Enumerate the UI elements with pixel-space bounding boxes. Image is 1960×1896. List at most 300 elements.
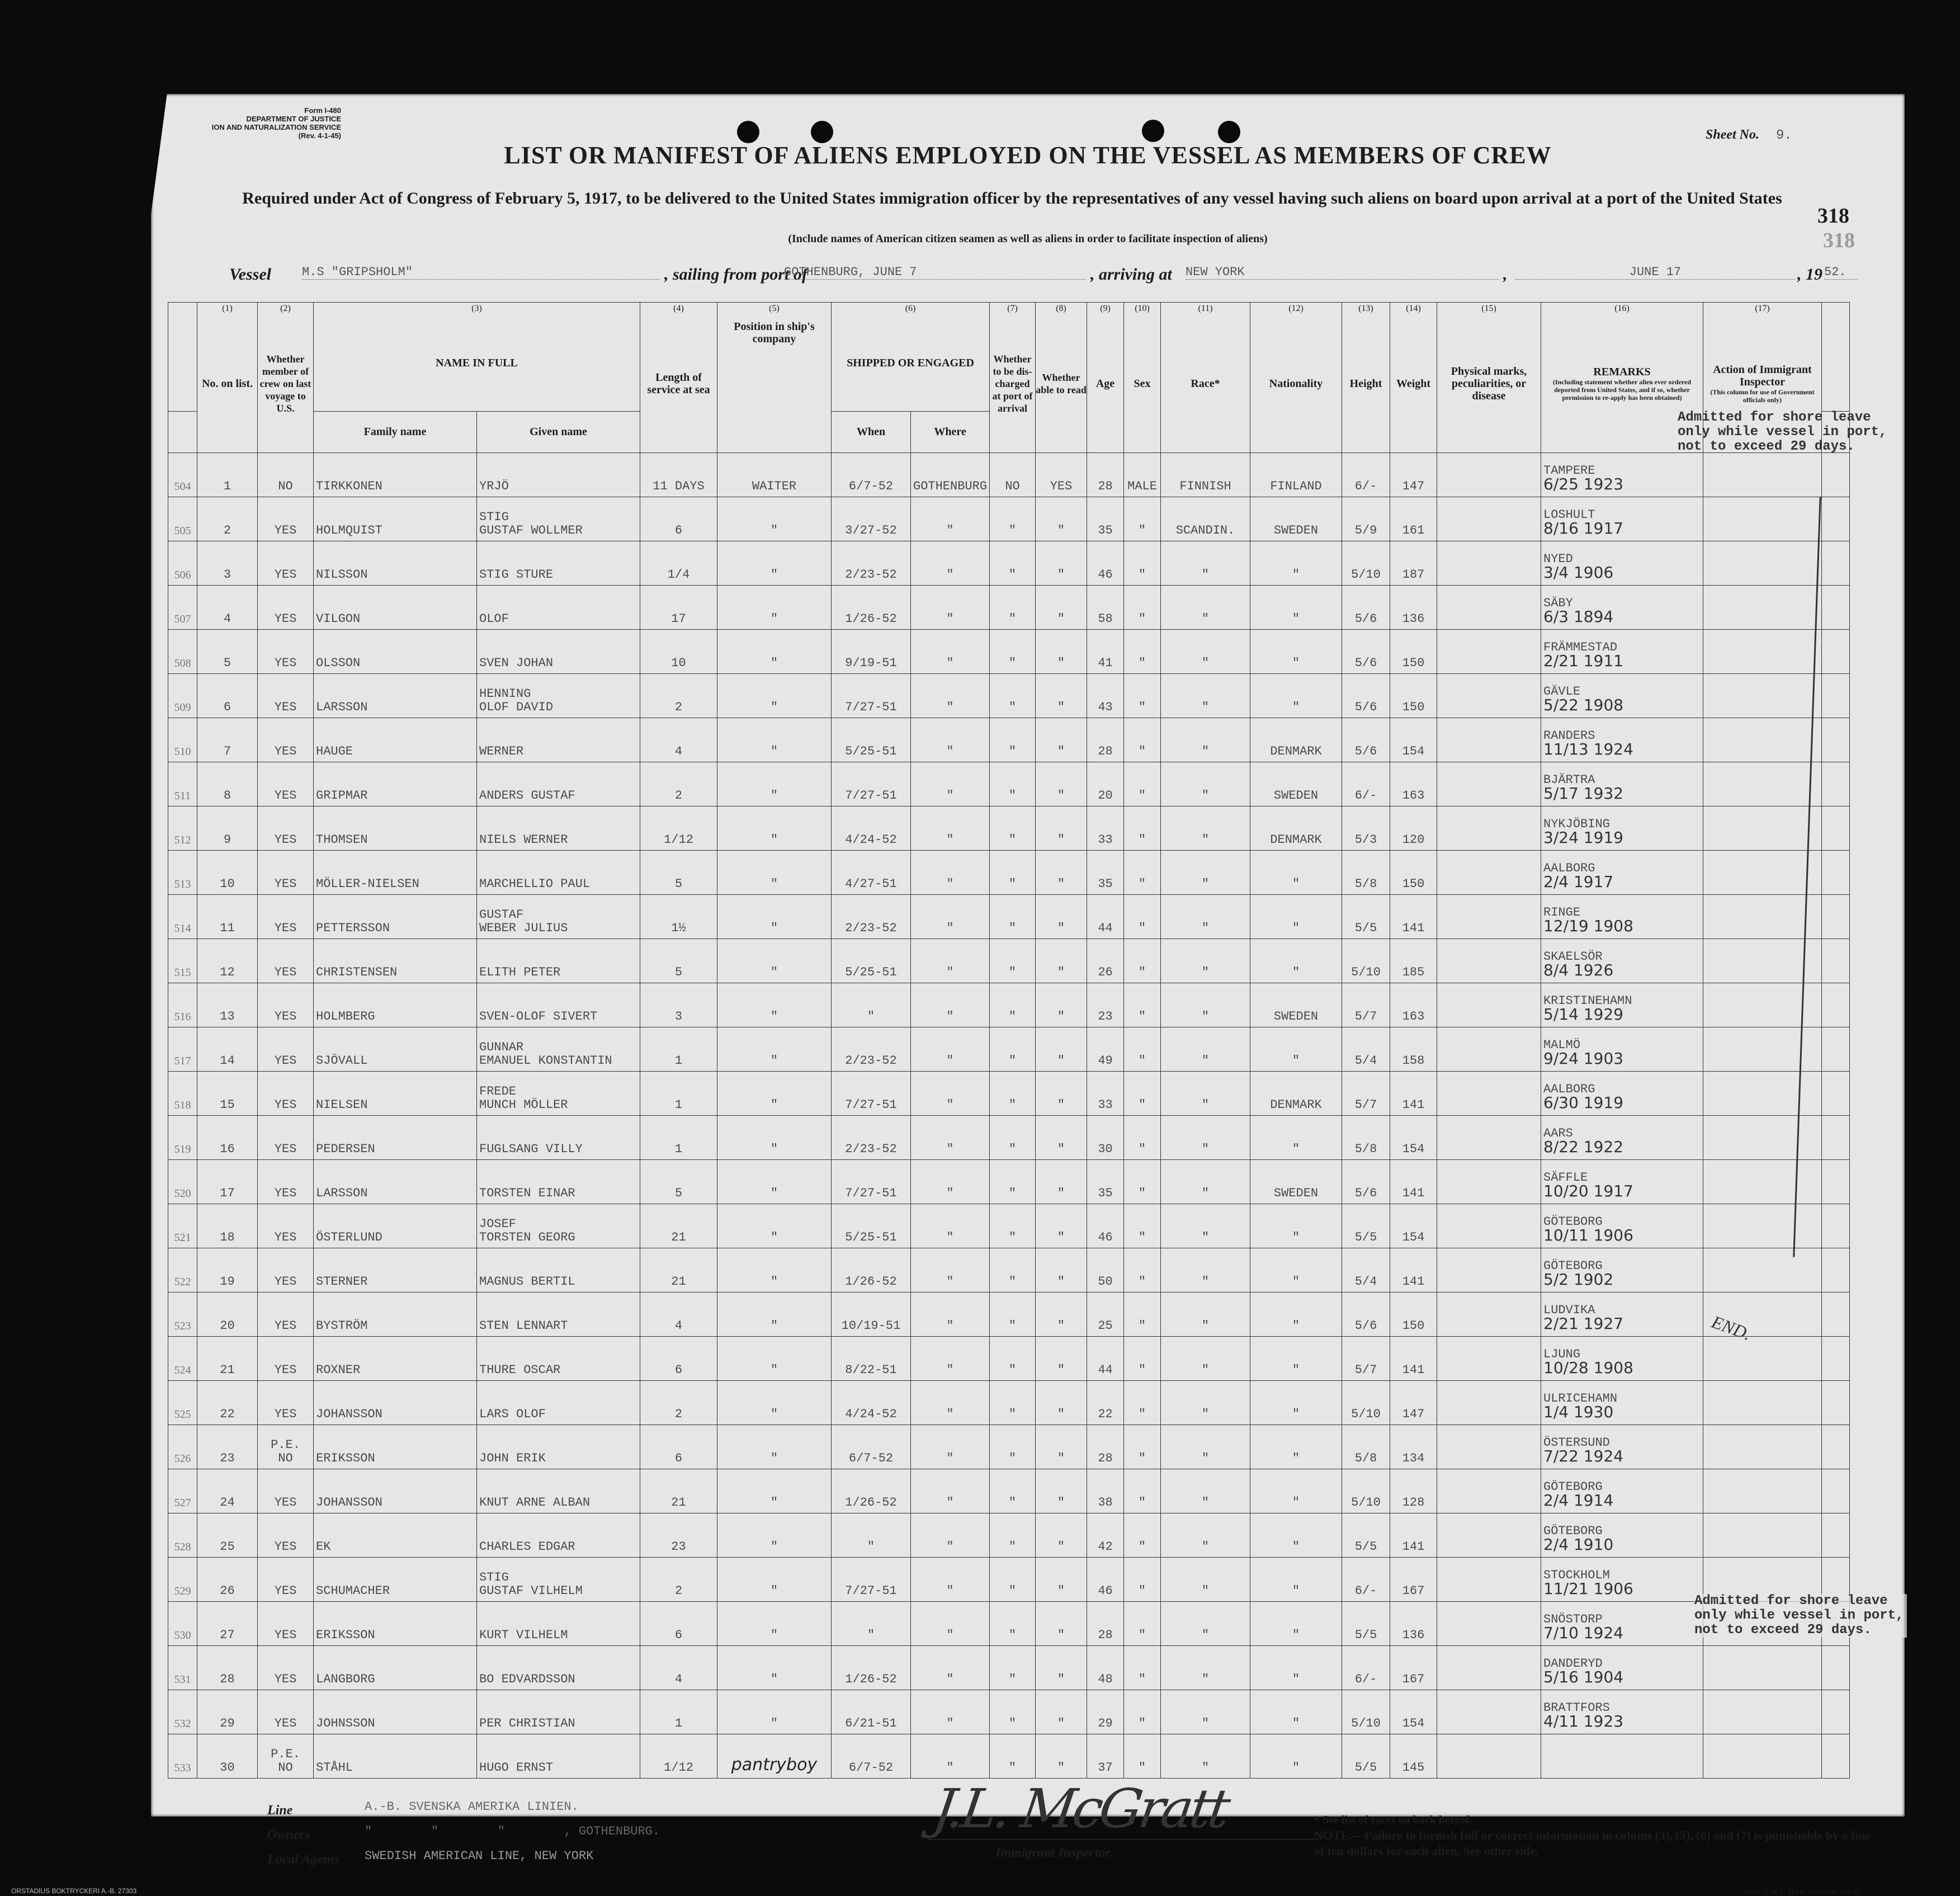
length-of-service: 1/4 <box>640 541 717 585</box>
remarks <box>1541 762 1703 806</box>
age: 25 <box>1087 1292 1124 1336</box>
nationality: " <box>1250 1425 1342 1469</box>
given-name-line: PER CHRISTIAN <box>479 1716 575 1730</box>
age: 50 <box>1087 1248 1124 1292</box>
prev-voyage-value: YES <box>274 1230 297 1244</box>
shipped-where: " <box>911 1204 990 1248</box>
birthdate: 3/24 1919 <box>1543 828 1624 847</box>
form-identifier: Form I-480 DEPARTMENT OF JUSTICE ION AND NATURALIZATION SERVICE (Rev. 4-1-45) <box>211 106 341 140</box>
discharge: " <box>990 718 1036 762</box>
line-label: Line <box>267 1803 293 1818</box>
row-margin: 531 <box>168 1645 197 1690</box>
position: " <box>717 1557 832 1601</box>
length-of-service: 1/12 <box>640 1734 717 1778</box>
position: " <box>717 673 832 718</box>
given-name <box>477 1248 640 1292</box>
position: " <box>717 983 832 1027</box>
row-number: 11 <box>197 894 258 938</box>
family-name: PETTERSSON <box>314 894 477 938</box>
age: 33 <box>1087 1071 1124 1115</box>
col-num: (11) <box>1161 303 1250 315</box>
length-of-service: 4 <box>640 1645 717 1690</box>
remarks <box>1541 1601 1703 1645</box>
given-name <box>477 1513 640 1557</box>
sex: MALE <box>1124 452 1161 497</box>
nationality: " <box>1250 894 1342 938</box>
able-to-read: " <box>1036 894 1087 938</box>
row-margin: 512 <box>168 806 197 850</box>
height: 5/10 <box>1342 1469 1390 1513</box>
shipped-when: 2/23-52 <box>832 1027 911 1071</box>
race: " <box>1161 983 1250 1027</box>
able-to-read: " <box>1036 1159 1087 1204</box>
page-stamp-faint: 318 <box>1823 229 1855 252</box>
height: 5/6 <box>1342 585 1390 629</box>
discharge: " <box>990 1159 1036 1204</box>
prev-voyage-value: YES <box>274 1539 297 1554</box>
length-of-service: 6 <box>640 1425 717 1469</box>
weight: 161 <box>1390 497 1437 541</box>
able-to-read: " <box>1036 806 1087 850</box>
given-name-line: OLOF DAVID <box>479 700 554 714</box>
race: " <box>1161 1292 1250 1336</box>
given-name-line: KURT VILHELM <box>479 1628 568 1642</box>
sheet-number: Sheet No. 9. <box>1706 128 1792 143</box>
given-name <box>477 938 640 983</box>
subtitle-note: (Include names of American citizen seamen as well as aliens in order to facilitate inspection of aliens) <box>788 233 1268 245</box>
birthdate: 2/4 1917 <box>1543 872 1614 891</box>
age: 28 <box>1087 1601 1124 1645</box>
discharge: " <box>990 1292 1036 1336</box>
birthdate: 3/4 1906 <box>1543 563 1614 582</box>
nationality: " <box>1250 1380 1342 1425</box>
inspector-action <box>1703 850 1822 894</box>
punch-hole <box>737 121 759 143</box>
year-value: 52. <box>1824 265 1858 280</box>
family-name: ÖSTERLUND <box>314 1204 477 1248</box>
birthdate: 5/2 1902 <box>1543 1270 1614 1289</box>
last-voyage <box>258 1469 314 1513</box>
weight: 150 <box>1390 850 1437 894</box>
length-of-service: 1 <box>640 1071 717 1115</box>
weight: 167 <box>1390 1645 1437 1690</box>
age: 44 <box>1087 1336 1124 1380</box>
sex: " <box>1124 541 1161 585</box>
sex: " <box>1124 1469 1161 1513</box>
given-name <box>477 1557 640 1601</box>
sex: " <box>1124 1601 1161 1645</box>
given-name <box>477 1027 640 1071</box>
weight: 163 <box>1390 762 1437 806</box>
shipped-when: 1/26-52 <box>832 1248 911 1292</box>
nationality: " <box>1250 1027 1342 1071</box>
table-row <box>168 1204 1850 1248</box>
birthdate: 1/4 1930 <box>1543 1402 1614 1421</box>
family-name: ERIKSSON <box>314 1425 477 1469</box>
last-voyage <box>258 1071 314 1115</box>
remarks <box>1541 541 1703 585</box>
given-name-line: THURE OSCAR <box>479 1362 561 1377</box>
given-name-line: MUNCH MÖLLER <box>479 1097 568 1112</box>
col-num: (17) <box>1703 303 1822 315</box>
remarks <box>1541 629 1703 673</box>
family-name: LARSSON <box>314 1159 477 1204</box>
given-name <box>477 629 640 673</box>
height: 5/6 <box>1342 629 1390 673</box>
given-name-line: TORSTEN EINAR <box>479 1186 575 1200</box>
given-name <box>477 541 640 585</box>
birthplace: AARS <box>1543 1126 1573 1140</box>
birthdate: 2/4 1914 <box>1543 1491 1614 1510</box>
weight: 167 <box>1390 1557 1437 1601</box>
row-number: 18 <box>197 1204 258 1248</box>
position: " <box>717 1513 832 1557</box>
shipped-when: 7/27-51 <box>832 1159 911 1204</box>
inspector-action <box>1703 629 1822 673</box>
birthdate: 10/28 1908 <box>1543 1358 1633 1377</box>
row-edge <box>1822 938 1850 983</box>
birthplace: LOSHULT <box>1543 507 1595 522</box>
remarks <box>1541 938 1703 983</box>
nationality: DENMARK <box>1250 1071 1342 1115</box>
weight: 141 <box>1390 894 1437 938</box>
row-edge <box>1822 850 1850 894</box>
header-height: Height <box>1342 315 1390 452</box>
able-to-read: " <box>1036 1690 1087 1734</box>
given-name <box>477 1690 640 1734</box>
row-margin: 526 <box>168 1425 197 1469</box>
physical-marks <box>1437 1734 1541 1778</box>
shipped-where: " <box>911 1248 990 1292</box>
table-row <box>168 938 1850 983</box>
given-name-line: STIG STURE <box>479 567 554 582</box>
height: 5/10 <box>1342 1380 1390 1425</box>
birthdate: 8/22 1922 <box>1543 1137 1624 1156</box>
col-num: (12) <box>1250 303 1342 315</box>
col-num: (1) <box>197 303 258 315</box>
given-name-line: GUNNAR <box>479 1040 524 1054</box>
height: 5/5 <box>1342 1734 1390 1778</box>
family-name: MÖLLER-NIELSEN <box>314 850 477 894</box>
physical-marks <box>1437 894 1541 938</box>
length-of-service: 1½ <box>640 894 717 938</box>
discharge: " <box>990 1469 1036 1513</box>
shipped-where: " <box>911 673 990 718</box>
nationality: SWEDEN <box>1250 762 1342 806</box>
inspector-action <box>1703 1690 1822 1734</box>
inspector-action <box>1703 806 1822 850</box>
inspector-action <box>1703 1380 1822 1425</box>
shipped-when: 2/23-52 <box>832 894 911 938</box>
physical-marks <box>1437 1469 1541 1513</box>
row-number: 2 <box>197 497 258 541</box>
row-number: 4 <box>197 585 258 629</box>
table-row <box>168 983 1850 1027</box>
height: 6/- <box>1342 762 1390 806</box>
last-voyage <box>258 585 314 629</box>
weight: 154 <box>1390 1690 1437 1734</box>
row-margin: 515 <box>168 938 197 983</box>
position: " <box>717 850 832 894</box>
race: " <box>1161 1425 1250 1469</box>
weight: 120 <box>1390 806 1437 850</box>
shipped-where: " <box>911 1071 990 1115</box>
table-row <box>168 1071 1850 1115</box>
table-row <box>168 718 1850 762</box>
age: 37 <box>1087 1734 1124 1778</box>
row-number: 25 <box>197 1513 258 1557</box>
age: 26 <box>1087 938 1124 983</box>
nationality: " <box>1250 938 1342 983</box>
sex: " <box>1124 1027 1161 1071</box>
row-edge <box>1822 629 1850 673</box>
owners-label: Owners <box>267 1828 310 1842</box>
sex: " <box>1124 983 1161 1027</box>
remarks <box>1541 983 1703 1027</box>
given-name <box>477 718 640 762</box>
agents-label: Local Agents <box>267 1852 340 1867</box>
shipped-where: " <box>911 1159 990 1204</box>
race: " <box>1161 850 1250 894</box>
shipped-when: 6/7-52 <box>832 1734 911 1778</box>
physical-marks <box>1437 1027 1541 1071</box>
row-edge <box>1822 1292 1850 1336</box>
birthdate: 2/4 1910 <box>1543 1535 1614 1554</box>
height: 5/10 <box>1342 938 1390 983</box>
position: " <box>717 1027 832 1071</box>
row-number: 13 <box>197 983 258 1027</box>
age: 35 <box>1087 1159 1124 1204</box>
remarks <box>1541 806 1703 850</box>
discharge: " <box>990 983 1036 1027</box>
physical-marks <box>1437 673 1541 718</box>
height: 5/3 <box>1342 806 1390 850</box>
length-of-service: 21 <box>640 1469 717 1513</box>
able-to-read: " <box>1036 983 1087 1027</box>
discharge: " <box>990 541 1036 585</box>
shipped-where: " <box>911 585 990 629</box>
given-name <box>477 1380 640 1425</box>
table-row <box>168 1513 1850 1557</box>
given-name-line: STEN LENNART <box>479 1318 568 1333</box>
last-voyage <box>258 1336 314 1380</box>
last-voyage <box>258 850 314 894</box>
row-number: 16 <box>197 1115 258 1159</box>
family-name: CHRISTENSEN <box>314 938 477 983</box>
last-voyage <box>258 806 314 850</box>
row-margin: 510 <box>168 718 197 762</box>
row-number: 17 <box>197 1159 258 1204</box>
prev-voyage-value: YES <box>274 655 297 670</box>
remarks <box>1541 1159 1703 1204</box>
row-edge <box>1822 1690 1850 1734</box>
family-name: LARSSON <box>314 673 477 718</box>
given-name-line: STIG <box>479 1570 509 1584</box>
prev-voyage-value: YES <box>274 1097 297 1112</box>
birthplace: GÖTEBORG <box>1543 1524 1603 1538</box>
discharge: " <box>990 762 1036 806</box>
shipped-where: " <box>911 1336 990 1380</box>
able-to-read: " <box>1036 1425 1087 1469</box>
race: " <box>1161 585 1250 629</box>
age: 46 <box>1087 541 1124 585</box>
discharge: " <box>990 1071 1036 1115</box>
shipped-when: 5/25-51 <box>832 718 911 762</box>
shipped-where: " <box>911 1027 990 1071</box>
row-margin: 516 <box>168 983 197 1027</box>
discharge: " <box>990 1027 1036 1071</box>
age: 30 <box>1087 1115 1124 1159</box>
shipped-when: " <box>832 983 911 1027</box>
able-to-read: " <box>1036 629 1087 673</box>
age: 22 <box>1087 1380 1124 1425</box>
header-name-in-full: NAME IN FULL <box>314 315 640 411</box>
remarks <box>1541 585 1703 629</box>
prev-voyage-value: YES <box>274 1142 297 1156</box>
family-name: JOHANSSON <box>314 1380 477 1425</box>
remarks <box>1541 1469 1703 1513</box>
sex: " <box>1124 762 1161 806</box>
inspector-action <box>1703 1469 1822 1513</box>
row-margin: 507 <box>168 585 197 629</box>
shipped-where: " <box>911 983 990 1027</box>
row-edge <box>1822 1645 1850 1690</box>
birthplace: SKAELSÖR <box>1543 949 1603 964</box>
remarks <box>1541 1557 1703 1601</box>
row-margin: 532 <box>168 1690 197 1734</box>
table-row <box>168 585 1850 629</box>
age: 48 <box>1087 1645 1124 1690</box>
age: 46 <box>1087 1557 1124 1601</box>
row-number: 26 <box>197 1557 258 1601</box>
shipped-where: " <box>911 1425 990 1469</box>
header-when: When <box>832 411 911 452</box>
height: 5/5 <box>1342 894 1390 938</box>
position: " <box>717 1601 832 1645</box>
prev-voyage-value: YES <box>274 832 297 847</box>
prev-voyage-value: YES <box>274 1009 297 1024</box>
able-to-read: " <box>1036 1645 1087 1690</box>
vessel-label: Vessel <box>229 265 271 284</box>
family-name: THOMSEN <box>314 806 477 850</box>
birthplace: LJUNG <box>1543 1347 1581 1361</box>
shipped-when: 1/26-52 <box>832 1469 911 1513</box>
row-margin: 521 <box>168 1204 197 1248</box>
height: 5/7 <box>1342 1071 1390 1115</box>
length-of-service: 2 <box>640 673 717 718</box>
weight: 147 <box>1390 452 1437 497</box>
given-name <box>477 452 640 497</box>
last-voyage <box>258 1734 314 1778</box>
able-to-read: " <box>1036 1204 1087 1248</box>
able-to-read: " <box>1036 1248 1087 1292</box>
length-of-service: 1 <box>640 1690 717 1734</box>
sex: " <box>1124 1557 1161 1601</box>
header-able-to-read: Whether able to read <box>1036 315 1087 452</box>
given-name-line: NIELS WERNER <box>479 832 568 847</box>
prev-voyage-value: YES <box>274 1672 297 1686</box>
given-name <box>477 1601 640 1645</box>
given-name-line: GUSTAF <box>479 907 524 922</box>
discharge: " <box>990 1115 1036 1159</box>
remarks <box>1541 673 1703 718</box>
col-num: (16) <box>1541 303 1703 315</box>
shipped-where: " <box>911 894 990 938</box>
height: 5/6 <box>1342 718 1390 762</box>
height: 5/6 <box>1342 1159 1390 1204</box>
row-number: 12 <box>197 938 258 983</box>
nationality: " <box>1250 1248 1342 1292</box>
given-name-line: STIG <box>479 510 509 524</box>
able-to-read: " <box>1036 1601 1087 1645</box>
row-number: 19 <box>197 1248 258 1292</box>
printer-mark: ORSTADIUS BOKTRYCKERI A.-B. 27303 <box>11 1887 137 1895</box>
table-row <box>168 850 1850 894</box>
row-margin: 528 <box>168 1513 197 1557</box>
prev-voyage-value: YES <box>274 1362 297 1377</box>
given-name <box>477 1734 640 1778</box>
sex: " <box>1124 1115 1161 1159</box>
physical-marks <box>1437 1204 1541 1248</box>
remarks <box>1541 1204 1703 1248</box>
col-num: (14) <box>1390 303 1437 315</box>
table-row <box>168 629 1850 673</box>
row-edge <box>1822 1159 1850 1204</box>
sex: " <box>1124 1248 1161 1292</box>
physical-marks <box>1437 1557 1541 1601</box>
col-num: (6) <box>832 303 990 315</box>
able-to-read: " <box>1036 1336 1087 1380</box>
age: 35 <box>1087 497 1124 541</box>
last-voyage <box>258 1027 314 1071</box>
race: " <box>1161 1115 1250 1159</box>
inspector-label: Immigrant Inspector. <box>995 1846 1113 1860</box>
race: " <box>1161 1336 1250 1380</box>
prev-voyage-value: YES <box>274 1186 297 1200</box>
weight: 150 <box>1390 673 1437 718</box>
able-to-read: " <box>1036 541 1087 585</box>
given-name <box>477 806 640 850</box>
given-name-line: GUSTAF VILHELM <box>479 1583 583 1598</box>
last-voyage <box>258 497 314 541</box>
able-to-read: " <box>1036 938 1087 983</box>
birthplace: SÄFFLE <box>1543 1170 1588 1185</box>
physical-marks <box>1437 1248 1541 1292</box>
height: 6/- <box>1342 1557 1390 1601</box>
nationality: " <box>1250 850 1342 894</box>
nationality: DENMARK <box>1250 718 1342 762</box>
row-edge <box>1822 983 1850 1027</box>
last-voyage <box>258 1557 314 1601</box>
last-voyage <box>258 1159 314 1204</box>
able-to-read: " <box>1036 1380 1087 1425</box>
remarks <box>1541 1115 1703 1159</box>
race: " <box>1161 1513 1250 1557</box>
physical-marks <box>1437 1380 1541 1425</box>
sailing-label: , sailing from port of <box>664 265 807 284</box>
birthdate: 5/16 1904 <box>1543 1667 1624 1686</box>
row-edge <box>1822 1027 1850 1071</box>
races-note: * See list of races on back hereof. <box>1314 1814 1472 1826</box>
nationality: " <box>1250 1645 1342 1690</box>
shipped-when: 2/23-52 <box>832 541 911 585</box>
family-name: JOHANSSON <box>314 1469 477 1513</box>
inspector-signature: J.L. McGratt <box>929 1777 1231 1840</box>
row-edge <box>1822 894 1850 938</box>
birthdate: 7/10 1924 <box>1543 1623 1624 1642</box>
nationality: " <box>1250 541 1342 585</box>
last-voyage <box>258 1380 314 1425</box>
